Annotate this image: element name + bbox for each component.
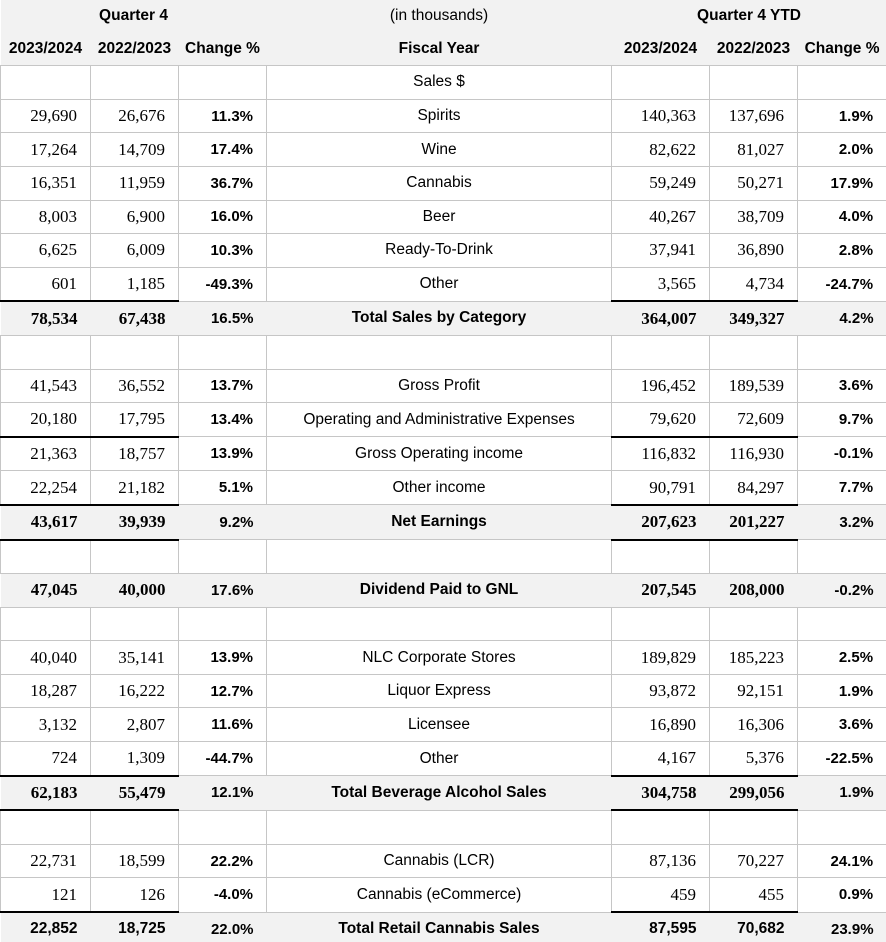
total-row <box>1 912 886 942</box>
table-row <box>1 403 886 437</box>
ytd-current-cell: 16,890 <box>612 708 710 742</box>
ytd-current-cell: 93,872 <box>612 674 710 708</box>
q4-current-cell: 3,132 <box>1 708 91 742</box>
ytd-current-cell: 207,623 <box>612 505 710 540</box>
q4-current-cell: 601 <box>1 267 91 301</box>
q4-change-cell: 16.0% <box>179 200 267 234</box>
q4-current-cell: 62,183 <box>1 776 91 811</box>
q4-change-cell: 13.9% <box>179 437 267 471</box>
fiscal-year-label-cell: Total Beverage Alcohol Sales <box>267 776 612 811</box>
q4-current-cell: 29,690 <box>1 99 91 133</box>
table-row <box>1 234 886 268</box>
q4-prior-col-header: 2022/2023 <box>91 33 179 66</box>
q4-prior-cell <box>91 66 179 100</box>
ytd-change-cell: 17.9% <box>798 166 886 200</box>
ytd-prior-cell: 70,227 <box>710 844 798 878</box>
q4-change-cell <box>179 607 267 641</box>
fiscal-year-label-cell: Liquor Express <box>267 674 612 708</box>
q4-prior-cell: 21,182 <box>91 471 179 505</box>
q4-current-cell: 40,040 <box>1 641 91 675</box>
fiscal-year-label-cell: Total Sales by Category <box>267 301 612 335</box>
q4-change-cell: 22.2% <box>179 844 267 878</box>
fiscal-year-label-cell: NLC Corporate Stores <box>267 641 612 675</box>
q4-change-cell <box>179 540 267 574</box>
fiscal-year-label-cell: Net Earnings <box>267 505 612 540</box>
q4-prior-cell: 6,900 <box>91 200 179 234</box>
q4-prior-cell: 1,185 <box>91 267 179 301</box>
ytd-prior-cell <box>710 607 798 641</box>
q4-prior-cell: 2,807 <box>91 708 179 742</box>
fiscal-year-label-cell: Total Retail Cannabis Sales <box>267 912 612 942</box>
ytd-change-cell: 3.6% <box>798 708 886 742</box>
ytd-current-cell: 189,829 <box>612 641 710 675</box>
ytd-current-cell <box>612 540 710 574</box>
q4-group-header: Quarter 4 <box>1 0 267 33</box>
ytd-change-cell: 1.9% <box>798 674 886 708</box>
ytd-prior-cell <box>710 335 798 369</box>
ytd-current-cell: 4,167 <box>612 742 710 776</box>
ytd-current-cell: 304,758 <box>612 776 710 811</box>
ytd-prior-cell: 201,227 <box>710 505 798 540</box>
q4-prior-cell: 18,725 <box>91 912 179 942</box>
q4-current-cell <box>1 810 91 844</box>
q4-prior-cell: 16,222 <box>91 674 179 708</box>
ytd-change-cell: 1.9% <box>798 99 886 133</box>
ytd-current-cell: 364,007 <box>612 301 710 335</box>
ytd-prior-cell <box>710 810 798 844</box>
ytd-prior-cell: 50,271 <box>710 166 798 200</box>
q4-change-cell: 10.3% <box>179 234 267 268</box>
ytd-prior-cell: 84,297 <box>710 471 798 505</box>
ytd-prior-cell <box>710 66 798 100</box>
fiscal-year-label-cell <box>267 335 612 369</box>
ytd-current-cell: 3,565 <box>612 267 710 301</box>
q4-change-cell: 13.4% <box>179 403 267 437</box>
spacer-row <box>1 810 886 844</box>
ytd-change-cell <box>798 335 886 369</box>
ytd-current-cell: 79,620 <box>612 403 710 437</box>
ytd-change-cell: 2.5% <box>798 641 886 675</box>
ytd-change-cell: 7.7% <box>798 471 886 505</box>
table-row <box>1 200 886 234</box>
q4-change-cell <box>179 335 267 369</box>
ytd-prior-cell: 299,056 <box>710 776 798 811</box>
ytd-change-cell: 3.2% <box>798 505 886 540</box>
table-row <box>1 133 886 167</box>
q4-prior-cell: 1,309 <box>91 742 179 776</box>
ytd-change-cell: 4.2% <box>798 301 886 335</box>
header-group-row <box>1 0 886 33</box>
ytd-change-cell: -0.1% <box>798 437 886 471</box>
ytd-current-cell: 196,452 <box>612 369 710 403</box>
q4-prior-cell: 18,599 <box>91 844 179 878</box>
q4-current-cell <box>1 540 91 574</box>
ytd-current-cell: 59,249 <box>612 166 710 200</box>
ytd-prior-cell: 81,027 <box>710 133 798 167</box>
q4-prior-cell: 26,676 <box>91 99 179 133</box>
q4-prior-cell: 40,000 <box>91 574 179 608</box>
table-row <box>1 878 886 912</box>
ytd-change-cell: 9.7% <box>798 403 886 437</box>
ytd-prior-cell: 5,376 <box>710 742 798 776</box>
ytd-change-cell: 2.8% <box>798 234 886 268</box>
ytd-current-cell <box>612 66 710 100</box>
ytd-current-cell: 140,363 <box>612 99 710 133</box>
table-row <box>1 471 886 505</box>
total-row <box>1 505 886 540</box>
q4-change-cell: 17.6% <box>179 574 267 608</box>
q4-change-cell: 17.4% <box>179 133 267 167</box>
q4-change-cell: -4.0% <box>179 878 267 912</box>
ytd-current-col-header: 2023/2024 <box>612 33 710 66</box>
q4-current-cell: 20,180 <box>1 403 91 437</box>
spacer-row <box>1 540 886 574</box>
ytd-change-cell: -0.2% <box>798 574 886 608</box>
q4-current-cell <box>1 66 91 100</box>
ytd-change-cell: 0.9% <box>798 878 886 912</box>
ytd-current-cell: 207,545 <box>612 574 710 608</box>
q4-current-cell: 16,351 <box>1 166 91 200</box>
q4-current-cell: 6,625 <box>1 234 91 268</box>
table-row <box>1 674 886 708</box>
q4-prior-cell <box>91 607 179 641</box>
q4-current-cell: 121 <box>1 878 91 912</box>
ytd-change-cell: 1.9% <box>798 776 886 811</box>
fiscal-year-col-header: Fiscal Year <box>267 33 612 66</box>
q4-change-cell: 9.2% <box>179 505 267 540</box>
fiscal-year-label-cell: Beer <box>267 200 612 234</box>
ytd-change-cell: 23.9% <box>798 912 886 942</box>
ytd-prior-cell: 208,000 <box>710 574 798 608</box>
ytd-current-cell: 90,791 <box>612 471 710 505</box>
q4-prior-cell: 14,709 <box>91 133 179 167</box>
q4-prior-cell: 6,009 <box>91 234 179 268</box>
table-row <box>1 437 886 471</box>
fiscal-year-label-cell: Wine <box>267 133 612 167</box>
q4-prior-cell: 11,959 <box>91 166 179 200</box>
fiscal-year-label-cell: Spirits <box>267 99 612 133</box>
fiscal-year-label-cell: Other <box>267 742 612 776</box>
ytd-group-header: Quarter 4 YTD <box>612 0 886 33</box>
ytd-current-cell: 37,941 <box>612 234 710 268</box>
q4-current-cell: 43,617 <box>1 505 91 540</box>
q4-prior-cell: 36,552 <box>91 369 179 403</box>
ytd-current-cell <box>612 607 710 641</box>
ytd-prior-cell: 38,709 <box>710 200 798 234</box>
q4-prior-cell: 39,939 <box>91 505 179 540</box>
ytd-change-cell: 3.6% <box>798 369 886 403</box>
ytd-prior-col-header: 2022/2023 <box>710 33 798 66</box>
q4-change-cell: 11.3% <box>179 99 267 133</box>
q4-prior-cell <box>91 540 179 574</box>
table-row <box>1 166 886 200</box>
ytd-current-cell: 40,267 <box>612 200 710 234</box>
fiscal-year-label-cell: Ready-To-Drink <box>267 234 612 268</box>
fiscal-year-label-cell <box>267 810 612 844</box>
q4-change-cell: 12.1% <box>179 776 267 811</box>
q4-current-cell: 724 <box>1 742 91 776</box>
fiscal-year-label-cell: Dividend Paid to GNL <box>267 574 612 608</box>
total-row <box>1 776 886 811</box>
ytd-change-col-header: Change % <box>798 33 886 66</box>
fiscal-year-label-cell: Cannabis <box>267 166 612 200</box>
ytd-prior-cell: 72,609 <box>710 403 798 437</box>
q4-prior-cell: 18,757 <box>91 437 179 471</box>
q4-current-cell: 22,852 <box>1 912 91 942</box>
ytd-prior-cell: 185,223 <box>710 641 798 675</box>
q4-current-cell: 17,264 <box>1 133 91 167</box>
ytd-change-cell <box>798 607 886 641</box>
q4-current-cell: 18,287 <box>1 674 91 708</box>
q4-prior-cell: 67,438 <box>91 301 179 335</box>
ytd-change-cell: 4.0% <box>798 200 886 234</box>
ytd-change-cell <box>798 540 886 574</box>
q4-prior-cell: 126 <box>91 878 179 912</box>
q4-change-cell <box>179 810 267 844</box>
fiscal-year-label-cell: Sales $ <box>267 66 612 100</box>
fiscal-year-label-cell: Other income <box>267 471 612 505</box>
fiscal-year-label-cell: Gross Profit <box>267 369 612 403</box>
ytd-current-cell: 87,595 <box>612 912 710 942</box>
fiscal-year-label-cell <box>267 607 612 641</box>
q4-change-cell: 16.5% <box>179 301 267 335</box>
fiscal-year-label-cell: Cannabis (eCommerce) <box>267 878 612 912</box>
ytd-change-cell <box>798 66 886 100</box>
q4-change-cell: 12.7% <box>179 674 267 708</box>
q4-current-cell: 8,003 <box>1 200 91 234</box>
ytd-current-cell: 116,832 <box>612 437 710 471</box>
q4-current-cell: 41,543 <box>1 369 91 403</box>
q4-prior-cell: 17,795 <box>91 403 179 437</box>
ytd-change-cell: 24.1% <box>798 844 886 878</box>
table-row <box>1 369 886 403</box>
q4-change-cell <box>179 66 267 100</box>
q4-change-cell: 36.7% <box>179 166 267 200</box>
fiscal-year-label-cell: Licensee <box>267 708 612 742</box>
fiscal-year-label-cell: Gross Operating income <box>267 437 612 471</box>
fiscal-year-label-cell: Operating and Administrative Expenses <box>267 403 612 437</box>
table-row <box>1 267 886 301</box>
ytd-prior-cell: 189,539 <box>710 369 798 403</box>
q4-current-cell: 47,045 <box>1 574 91 608</box>
q4-change-cell: 13.9% <box>179 641 267 675</box>
q4-current-cell <box>1 607 91 641</box>
q4-prior-cell: 55,479 <box>91 776 179 811</box>
ytd-prior-cell: 16,306 <box>710 708 798 742</box>
ytd-prior-cell: 116,930 <box>710 437 798 471</box>
table-row <box>1 844 886 878</box>
q4-change-cell: 22.0% <box>179 912 267 942</box>
ytd-prior-cell: 349,327 <box>710 301 798 335</box>
ytd-change-cell: 2.0% <box>798 133 886 167</box>
fiscal-year-label-cell: Cannabis (LCR) <box>267 844 612 878</box>
ytd-current-cell: 87,136 <box>612 844 710 878</box>
table-row <box>1 641 886 675</box>
q4-change-cell: 5.1% <box>179 471 267 505</box>
q4-change-cell: 11.6% <box>179 708 267 742</box>
ytd-prior-cell: 36,890 <box>710 234 798 268</box>
ytd-prior-cell <box>710 540 798 574</box>
section-subheader-row <box>1 66 886 100</box>
ytd-current-cell: 459 <box>612 878 710 912</box>
ytd-change-cell: -24.7% <box>798 267 886 301</box>
q4-change-cell: -44.7% <box>179 742 267 776</box>
q4-prior-cell: 35,141 <box>91 641 179 675</box>
table-row <box>1 742 886 776</box>
q4-current-cell <box>1 335 91 369</box>
q4-current-col-header: 2023/2024 <box>1 33 91 66</box>
q4-current-cell: 22,731 <box>1 844 91 878</box>
total-row <box>1 574 886 608</box>
q4-change-cell: -49.3% <box>179 267 267 301</box>
fiscal-year-label-cell <box>267 540 612 574</box>
q4-current-cell: 78,534 <box>1 301 91 335</box>
table-row <box>1 708 886 742</box>
q4-current-cell: 21,363 <box>1 437 91 471</box>
ytd-current-cell <box>612 810 710 844</box>
ytd-current-cell <box>612 335 710 369</box>
ytd-prior-cell: 92,151 <box>710 674 798 708</box>
total-row <box>1 301 886 335</box>
ytd-current-cell: 82,622 <box>612 133 710 167</box>
ytd-change-cell <box>798 810 886 844</box>
fiscal-year-label-cell: Other <box>267 267 612 301</box>
q4-current-cell: 22,254 <box>1 471 91 505</box>
column-header-row <box>1 33 886 66</box>
ytd-prior-cell: 70,682 <box>710 912 798 942</box>
ytd-change-cell: -22.5% <box>798 742 886 776</box>
spacer-row <box>1 607 886 641</box>
ytd-prior-cell: 137,696 <box>710 99 798 133</box>
ytd-prior-cell: 4,734 <box>710 267 798 301</box>
q4-prior-cell <box>91 810 179 844</box>
q4-prior-cell <box>91 335 179 369</box>
units-note: (in thousands) <box>267 0 612 33</box>
q4-change-col-header: Change % <box>179 33 267 66</box>
ytd-prior-cell: 455 <box>710 878 798 912</box>
table-row <box>1 99 886 133</box>
spacer-row <box>1 335 886 369</box>
q4-change-cell: 13.7% <box>179 369 267 403</box>
